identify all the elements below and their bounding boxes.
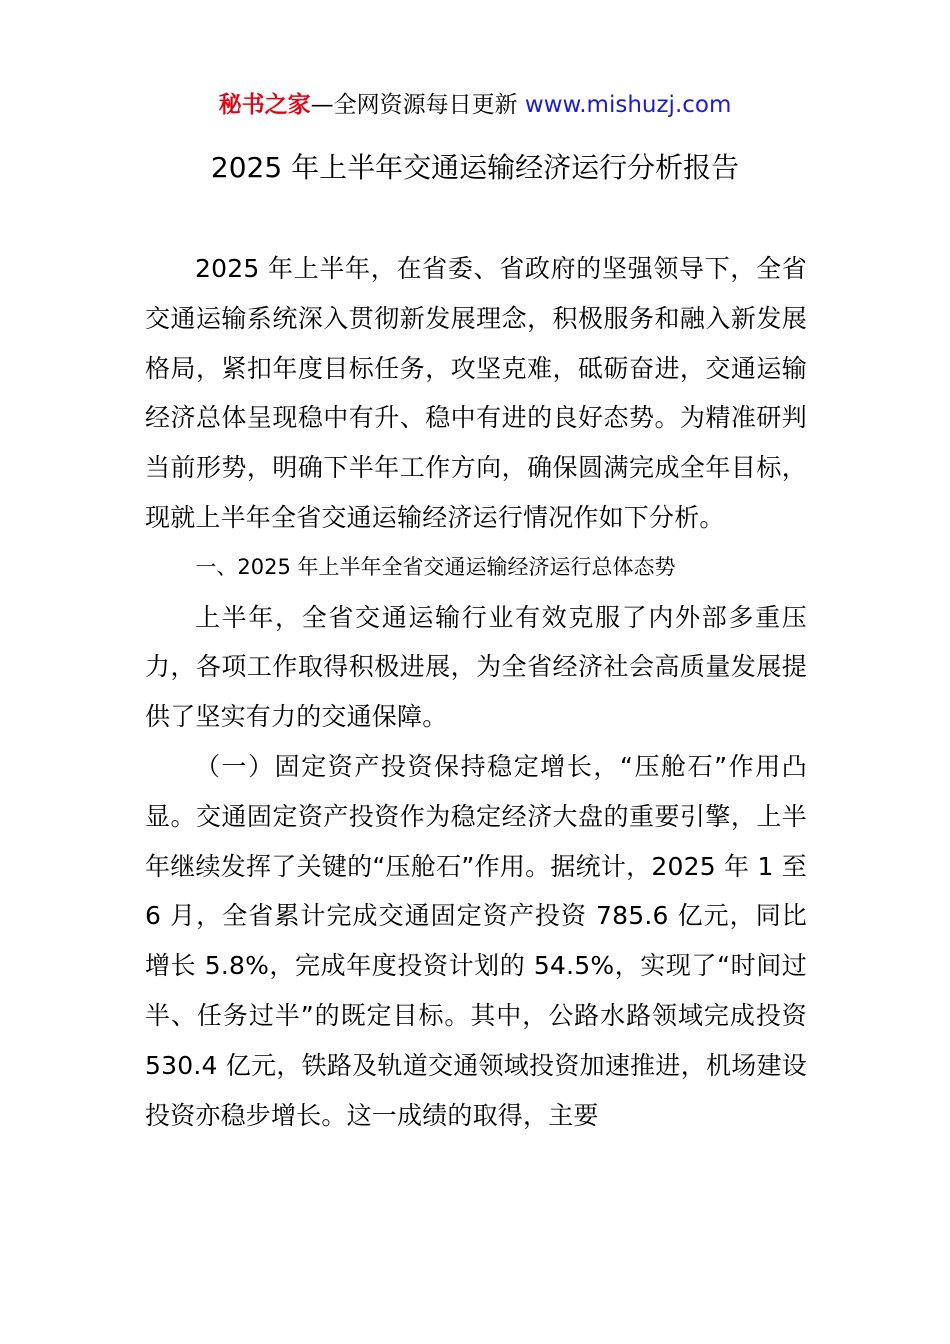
subsection-1-paragraph: （一）固定资产投资保持稳定增长，“压舱石”作用凸显。交通固定资产投资作为稳定经济大盘的重要引擎，上半年继续发挥了关键的“压舱石”作用。据统计，2025 年 1 至 6 月，全省累计完成交通固定资产投资 785.6 亿元，同比增长 5.8%，完成年度投资计划的 54.5%，实现了“时间过半、任务过半”的既定目标。其中，公路水路领域完成投资 530.4 亿元，铁路及轨道交通领域投资加速推进，机场建设投资亦稳步增长。这一成绩的取得，主要 [145,751,807,1130]
site-header [0,88,950,122]
document-body [145,244,807,1140]
header-tagline: —全网资源每日更新 [310,92,525,118]
brand-name: 秘书之家 [218,92,311,118]
site-url-link[interactable]: www.mishuzj.com [524,92,732,118]
section-heading-1: 一、2025 年上半年全省交通运输经济运行总体态势 [195,554,676,579]
intro-paragraph: 2025 年上半年，在省委、省政府的坚强领导下，全省交通运输系统深入贯彻新发展理念，积极服务和融入新发展格局，紧扣年度目标任务，攻坚克难，砥砺奋进，交通运输经济总体呈现稳中有升、稳中有进的良好态势。为精准研判当前形势，明确下半年工作方向，确保圆满完成全年目标，现就上半年全省交通运输经济运行情况作如下分析。 [145,254,807,532]
document-title: 2025 年上半年交通运输经济运行分析报告 [210,151,740,184]
section-1-paragraph: 上半年，全省交通运输行业有效克服了内外部多重压力，各项工作取得积极进展，为全省经济社会高质量发展提供了坚实有力的交通保障。 [145,602,807,732]
